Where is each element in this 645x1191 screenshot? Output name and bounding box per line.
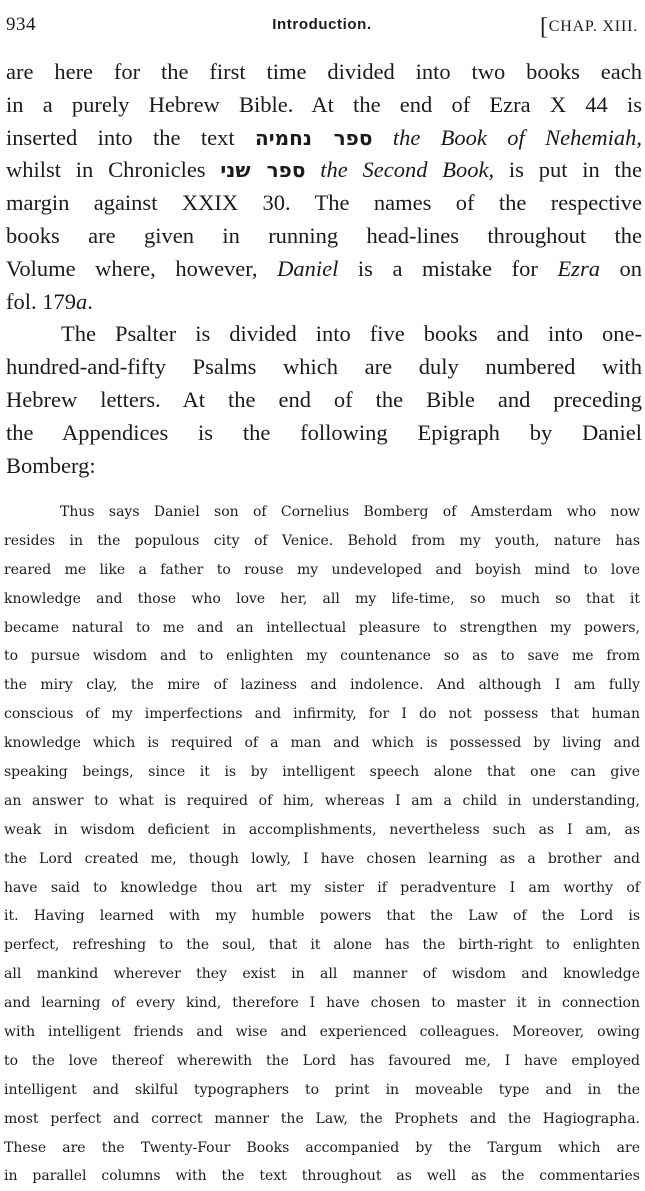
body-text	[6, 56, 642, 482]
quote-line: conscious of my imperfections and infirmity, for I do not possess that human	[4, 706, 640, 723]
quote-line: all mankind wherever they exist in all manner of wisdom and knowledge	[4, 966, 640, 983]
para1-line	[6, 154, 642, 187]
quote-line: intelligent and skilful typographers to print in moveable type and in the	[4, 1081, 640, 1098]
text-run: is a mistake for	[357, 255, 538, 281]
para2-line: the Appendices is the following Epigraph by Daniel	[6, 419, 642, 445]
para1-line	[6, 122, 642, 155]
quote-line: an answer to what is required of him, whereas I am a child in understanding,	[4, 792, 640, 809]
running-header	[6, 14, 638, 40]
quote-line: and learning of every kind, therefore I have chosen to master it in connection	[4, 995, 640, 1012]
page-number: 934	[6, 14, 36, 35]
italic-daniel: Daniel	[277, 255, 339, 281]
para2-line: hundred-and-fifty Psalms which are duly numbered with	[6, 354, 642, 380]
text-run: .	[87, 288, 93, 314]
quote-line: perfect, refreshing to the soul, that it alone has the birth-right to enlighten	[4, 937, 640, 954]
text-run: on	[619, 255, 643, 281]
quote-line: speaking beings, since it is by intelligent speech alone that one can give	[4, 764, 640, 781]
chapter-bracket: [	[539, 14, 549, 40]
quote-line: weak in wisdom deficient in accomplishments, nevertheless such as I am, as	[4, 821, 640, 838]
quote-line: with intelligent friends and wise and experienced colleagues. Moreover, owing	[4, 1024, 640, 1041]
text-run: Volume where, however,	[6, 255, 258, 281]
text-run: inserted into the text	[6, 124, 235, 150]
quote-line: became natural to me and an intellectual pleasure to strengthen my powers,	[4, 619, 640, 636]
italic-gloss: the Second Book,	[320, 157, 495, 183]
para1-line	[6, 253, 642, 286]
quote-line: it. Having learned with my humble powers that the Law of the Lord is	[4, 908, 640, 925]
para2-line: Hebrew letters. At the end of the Bible and preceding	[6, 386, 642, 412]
para1-line: are here for the first time divided into two books each	[6, 59, 642, 84]
quote-line: knowledge and those who love her, all my life-time, so much so that it	[4, 590, 640, 607]
italic-ezra: Ezra	[557, 255, 600, 281]
para2-line: Bomberg:	[6, 452, 96, 478]
para1-line: in a purely Hebrew Bible. At the end of Ezra X 44 is	[6, 91, 642, 117]
quote-line: the miry clay, the mire of laziness and indolence. And although I am fully	[4, 677, 640, 694]
quote-line: These are the Twenty-Four Books accompanied by the Targum which are	[4, 1139, 640, 1156]
italic-folio-letter: a	[76, 288, 88, 314]
quote-line: knowledge which is required of a man and which is possessed by living and	[4, 735, 640, 752]
quote-line: have said to knowledge thou art my sister if peradventure I am worthy of	[4, 879, 640, 896]
para1-line	[6, 286, 642, 319]
quote-line: Thus says Daniel son of Cornelius Bomberg of Amsterdam who now	[60, 504, 640, 520]
text-run: is put in the	[508, 157, 643, 183]
running-title: Introduction.	[272, 16, 372, 33]
epigraph-quote	[4, 498, 640, 1191]
text-run: fol. 179	[6, 288, 76, 314]
para1-line: books are given in running head-lines throughout the	[6, 222, 642, 248]
para1-line: margin against XXIX 30. The names of the respective	[6, 190, 642, 216]
chapter-label: CHAP. XIII.	[548, 18, 638, 35]
quote-line: to pursue wisdom and to enlighten my countenance so as to save me from	[4, 648, 640, 665]
para2-line: The Psalter is divided into five books and into one-	[61, 321, 642, 347]
quote-line: to the love thereof wherewith the Lord has favoured me, I have employed	[4, 1052, 640, 1069]
chapter-reference	[540, 14, 638, 41]
quote-line: in parallel columns with the text throughout as well as the commentaries	[4, 1168, 640, 1185]
quote-line: most perfect and correct manner the Law, the Prophets and the Hagiographa.	[4, 1110, 640, 1127]
hebrew-book-of-nehemiah: ספר נחמיה	[255, 125, 373, 150]
italic-gloss: the Book of Nehemiah,	[392, 124, 643, 150]
quote-line: resides in the populous city of Venice. Behold from my youth, nature has	[4, 532, 640, 549]
quote-line: reared me like a father to rouse my undeveloped and boyish mind to love	[4, 561, 640, 578]
quote-line: the Lord created me, though lowly, I have chosen learning as a brother and	[4, 850, 640, 867]
text-run: whilst in Chronicles	[6, 157, 206, 183]
hebrew-second-book: ספר שני	[220, 158, 306, 183]
